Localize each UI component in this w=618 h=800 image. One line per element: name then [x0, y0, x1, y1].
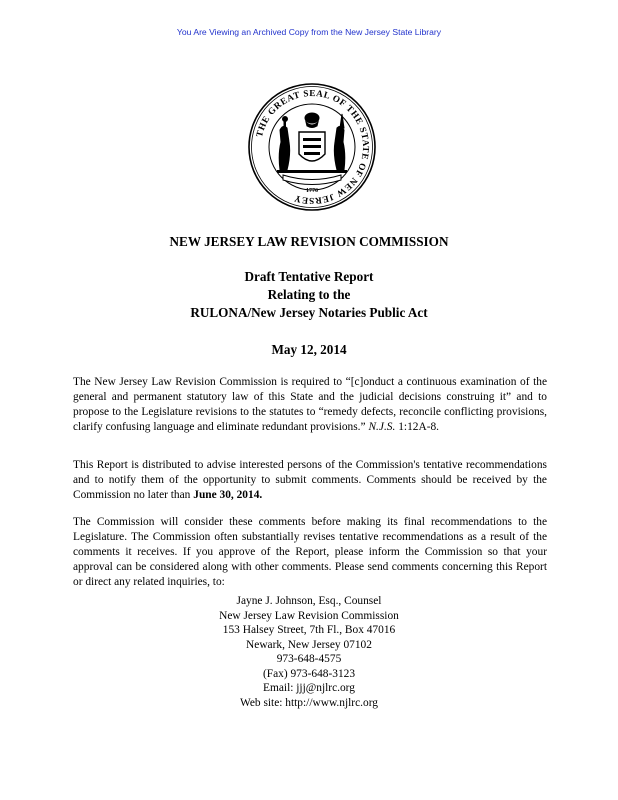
report-title-line3: RULONA/New Jersey Notaries Public Act [190, 305, 428, 320]
archive-banner: You Are Viewing an Archived Copy from the New Jersey State Library [176, 27, 442, 37]
contact-name: Jayne J. Johnson, Esq., Counsel [236, 595, 382, 607]
contact-block [0, 594, 618, 710]
report-date: May 12, 2014 [271, 342, 347, 357]
report-title-line2: Relating to the [267, 287, 351, 302]
seal-date-text: 1776 [306, 188, 318, 194]
seal-ring-text: THE GREAT SEAL OF THE STATE OF NEW JERSEY [254, 87, 372, 207]
seal-emblem [277, 113, 347, 185]
contact-website[interactable]: Web site: http://www.njlrc.org [240, 696, 378, 709]
nj-state-seal [247, 82, 377, 212]
comments-paragraph: The Commission will consider these comments before making its final recommendations to the Legislature. The Commission often substantially revises tentative recommendations as a result of the comments it receives. If you approve of the Report, please inform the Commission so that your approval can be considered along with other comments. Please send comments concerning this Report or direct any related inquiries, to: [73, 516, 547, 589]
intro-text: The New Jersey Law Revision Commission is required to “[c]onduct a continuous examination of the general and permanent statutory law of this State and the judicial decisions construing it” and to propose to the Legislature revisions to the statutes to “remedy defects, reconcile conflicting provisions, clarify confusing language and eliminate redundant provisions.” [73, 376, 547, 434]
comment-deadline: June 30, 2014. [193, 489, 263, 502]
contact-city: Newark, New Jersey 07102 [246, 638, 372, 651]
report-title-line1: Draft Tentative Report [244, 269, 374, 284]
contact-fax: (Fax) 973-648-3123 [262, 667, 356, 680]
commission-title: NEW JERSEY LAW REVISION COMMISSION [169, 234, 449, 249]
intro-citation: N.J.S. [368, 421, 396, 434]
contact-phone: 973-648-4575 [276, 653, 342, 665]
distribution-text: This Report is distributed to advise interested persons of the Commission's tentative recommendations and to notify them of the opportunity to submit comments. Comments should be received by the Commission no later than [73, 459, 547, 502]
intro-citation-tail: 1:12A-8. [398, 421, 440, 434]
intro-paragraph [73, 375, 547, 435]
distribution-paragraph [73, 458, 547, 503]
contact-street: 153 Halsey Street, 7th Fl., Box 47016 [222, 624, 396, 636]
contact-email[interactable]: Email: jjj@njlrc.org [263, 682, 355, 694]
contact-org: New Jersey Law Revision Commission [219, 609, 399, 622]
